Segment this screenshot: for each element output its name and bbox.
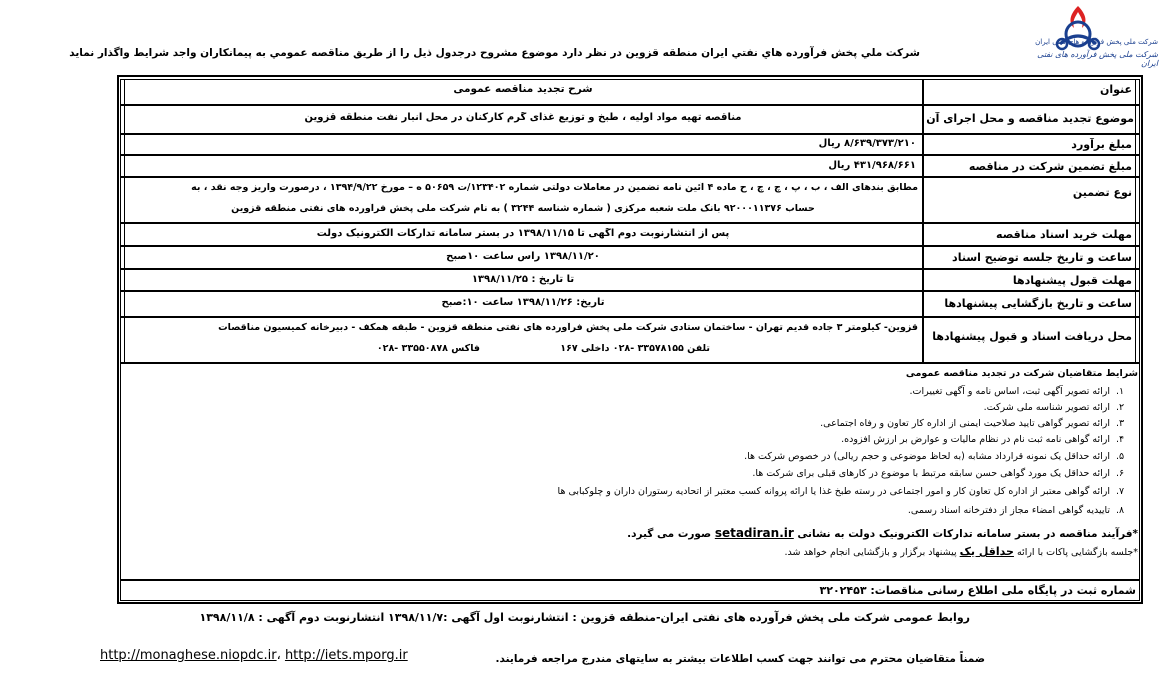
condition-item bbox=[130, 468, 1138, 479]
condition-text: تاییدیه گواهی امضاء مجاز از دفترخانه اسناد رسمی. bbox=[907, 505, 1110, 516]
row-value: ۴۳۱/۹۶۸/۶۶۱ ریال bbox=[828, 160, 916, 171]
condition-text: ارائه تصویر شناسه ملی شرکت. bbox=[983, 402, 1110, 413]
condition-item bbox=[130, 451, 1138, 462]
table-rule bbox=[120, 290, 1140, 292]
table-rule bbox=[120, 104, 1140, 106]
condition-text: ارائه گواهی معتبر از اداره کل تعاون کار و امور اجتماعی در رسته طبخ غذا یا ارائه پروانه کسب معتبر از اتحادیه رستوران داران و چلوکبابی ها bbox=[557, 486, 1110, 497]
logo-text-line1: شرکت ملی پخش فرآورده های نفتی ایران bbox=[1035, 38, 1158, 46]
table-rule bbox=[120, 222, 1140, 224]
condition-text: ارائه حداقل یک نمونه قرارداد مشابه (به لحاظ موضوعی و حجم ریالی) در خصوص شرکت ها. bbox=[744, 451, 1110, 462]
row-label: موضوع تجدید مناقصه و محل اجرای آن bbox=[926, 112, 1134, 125]
note-text: *جلسه بازگشایی پاکات با ارائه bbox=[1013, 547, 1138, 558]
note-emphasis: حداقل یک bbox=[959, 545, 1014, 558]
setadiran-link[interactable]: setadiran.ir bbox=[714, 526, 794, 540]
urls bbox=[100, 648, 408, 663]
condition-text: ارائه تصویر گواهی تایید صلاحیت ایمنی از اداره کار تعاون و رفاه اجتماعی. bbox=[820, 418, 1110, 429]
bottom-note: ضمناً متقاضیان محترم می توانند جهت کسب اطلاعات بیشتر به سایتهای مندرج مراجعه فرمایند. bbox=[495, 653, 985, 665]
table-rule bbox=[120, 245, 1140, 247]
condition-number: ۳. bbox=[1116, 418, 1125, 429]
row-label: مبلغ تضمین شرکت در مناقصه bbox=[968, 160, 1132, 173]
url-separator: ، bbox=[276, 648, 281, 663]
table-rule bbox=[120, 268, 1140, 270]
condition-number: ۱. bbox=[1116, 386, 1125, 397]
condition-item bbox=[130, 505, 1138, 516]
header-label: عنوان bbox=[1099, 83, 1132, 96]
note-text: صورت می گیرد. bbox=[627, 528, 715, 540]
condition-text: ارائه گواهی نامه ثبت نام در نظام مالیات و عوارض بر ارزش افزوده. bbox=[841, 434, 1110, 445]
row-value: مطابق بندهای الف ، ب ، پ ، چ ، چ ، ح ماده ۴ آئین نامه تضمین در معاملات دولتی شماره ۱۲۳۴۰۲/ت ۵۰۶۵۹ ه – مورخ ۱۳۹۴/۹/۲۲ ، درصورت واریز وجه نقد ، به bbox=[191, 182, 918, 193]
condition-item bbox=[130, 402, 1138, 413]
intro-text: شرکت ملي پخش فرآورده هاي نفتي ايران منطقه قزوين در نظر دارد موضوع مشروح درجدول ذيل را از طريق مناقصه عمومي به پيمانكاران واجد شرايط واگذار نمايد bbox=[69, 47, 920, 59]
row-label: مهلت قبول پیشنهادها bbox=[1012, 274, 1132, 287]
row-value: مناقصه تهیه مواد اولیه ، طبخ و توزیع غذای گرم کارکنان در محل انبار نفت منطقه قزوین bbox=[304, 112, 742, 123]
publication-footer: روابط عمومی شرکت ملی پخش فرآورده های نفتی ایران-منطقه قزوین : انتشارنوبت اول آگهی :۱۳۹۸/۱۱/۷ انتشارنوبت دوم آگهی : ۱۳۹۸/۱۱/۸ bbox=[199, 611, 970, 624]
condition-item bbox=[130, 418, 1138, 429]
note-setadiran bbox=[130, 526, 1138, 540]
logo-text-line2: شرکت ملی پخش فرآورده های نفتی ایران bbox=[1037, 50, 1158, 68]
column-divider bbox=[922, 79, 924, 364]
table-rule bbox=[120, 600, 1140, 601]
condition-number: ۵. bbox=[1116, 451, 1125, 462]
header-value: شرح تجدید مناقصه عمومی bbox=[453, 83, 593, 95]
monaghese-link[interactable]: http://monaghese.niopdc.ir bbox=[100, 648, 277, 663]
table-rule bbox=[120, 133, 1140, 135]
table-rule bbox=[120, 79, 1140, 80]
table-rule bbox=[120, 154, 1140, 156]
condition-item bbox=[130, 434, 1138, 445]
registry-number: شماره ثبت در پایگاه ملی اطلاع رسانی مناقصات: ۳۲۰۲۴۵۳ bbox=[819, 584, 1136, 597]
company-logo bbox=[1030, 4, 1158, 68]
condition-text: ارائه حداقل یک مورد گواهی حسن سابقه مرتبط با موضوع در کارهای قبلی برای شرکت ها. bbox=[752, 468, 1110, 479]
table-rule bbox=[1139, 79, 1140, 600]
row-value: ۱۳۹۸/۱۱/۲۰ راس ساعت ۱۰صبح bbox=[446, 251, 600, 262]
condition-text: ارائه تصویر آگهی ثبت، اساس نامه و آگهی تغییرات. bbox=[909, 386, 1110, 397]
conditions-title: شرایط متقاضیان شرکت در تجدید مناقصه عمومی bbox=[905, 368, 1138, 379]
row-label: نوع تضمین bbox=[1072, 186, 1132, 199]
table-rule bbox=[120, 79, 121, 600]
row-label: ساعت و تاریخ جلسه توضیح اسناد bbox=[952, 251, 1132, 264]
row-value-fax: فاکس ۳۳۵۵۰۸۷۸ -۰۲۸ bbox=[376, 343, 480, 354]
note-opening bbox=[130, 545, 1138, 558]
row-label: مبلغ برآورد bbox=[1071, 138, 1132, 151]
table-rule bbox=[120, 316, 1140, 318]
row-value: تا تاریخ : ۱۳۹۸/۱۱/۲۵ bbox=[471, 274, 575, 285]
row-value-continued: حساب ۹۲۰۰۰۱۱۳۷۶ بانک ملت شعبه مرکزی ( شماره شناسه ۳۲۴۴ ) به نام شرکت ملی پخش فرآورده های نفتی منطقه قزوین bbox=[231, 203, 815, 214]
condition-item bbox=[130, 386, 1138, 397]
row-value: ۸/۶۳۹/۳۷۳/۲۱۰ ریال bbox=[818, 138, 916, 149]
row-value: پس از انتشارنوبت دوم آگهی تا ۱۳۹۸/۱۱/۱۵ در بستر سامانه تدارکات الکترونیک دولت bbox=[316, 228, 730, 239]
row-label: ساعت و تاریخ بازگشایی پیشنهادها bbox=[944, 297, 1132, 310]
row-label: مهلت خرید اسناد مناقصه bbox=[996, 228, 1132, 241]
condition-number: ۷. bbox=[1116, 486, 1125, 497]
condition-item bbox=[130, 486, 1138, 497]
table-rule bbox=[120, 362, 1140, 364]
table-rule bbox=[120, 176, 1140, 178]
condition-number: ۴. bbox=[1116, 434, 1125, 445]
row-value-phone: تلفن ۳۳۵۷۸۱۵۵ -۰۲۸ داخلی ۱۶۷ bbox=[560, 343, 710, 354]
row-value: قزوین- کیلومتر ۳ جاده قدیم تهران - ساختمان ستادی شرکت ملی پخش فرآورده های نفتی منطقه قزوین - طبقه همکف - دبیرخانه کمیسیون مناقصات bbox=[218, 322, 918, 333]
row-label: محل دریافت اسناد و قبول پیشنهادها bbox=[932, 330, 1132, 343]
note-text: پیشنهاد برگزار و بازگشایی انجام خواهد شد. bbox=[784, 547, 960, 558]
note-text: *فرآیند مناقصه در بستر سامانه تدارکات الکترونیک دولت به نشانی bbox=[793, 528, 1138, 540]
table-rule bbox=[1135, 79, 1136, 364]
condition-number: ۶. bbox=[1116, 468, 1125, 479]
table-rule bbox=[124, 79, 125, 364]
condition-number: ۸. bbox=[1116, 505, 1125, 516]
table-rule bbox=[120, 579, 1140, 581]
condition-number: ۲. bbox=[1116, 402, 1125, 413]
iets-link[interactable]: http://iets.mporg.ir bbox=[284, 648, 408, 663]
row-value: تاریخ: ۱۳۹۸/۱۱/۲۶ ساعت ۱۰:صبح bbox=[441, 297, 605, 308]
